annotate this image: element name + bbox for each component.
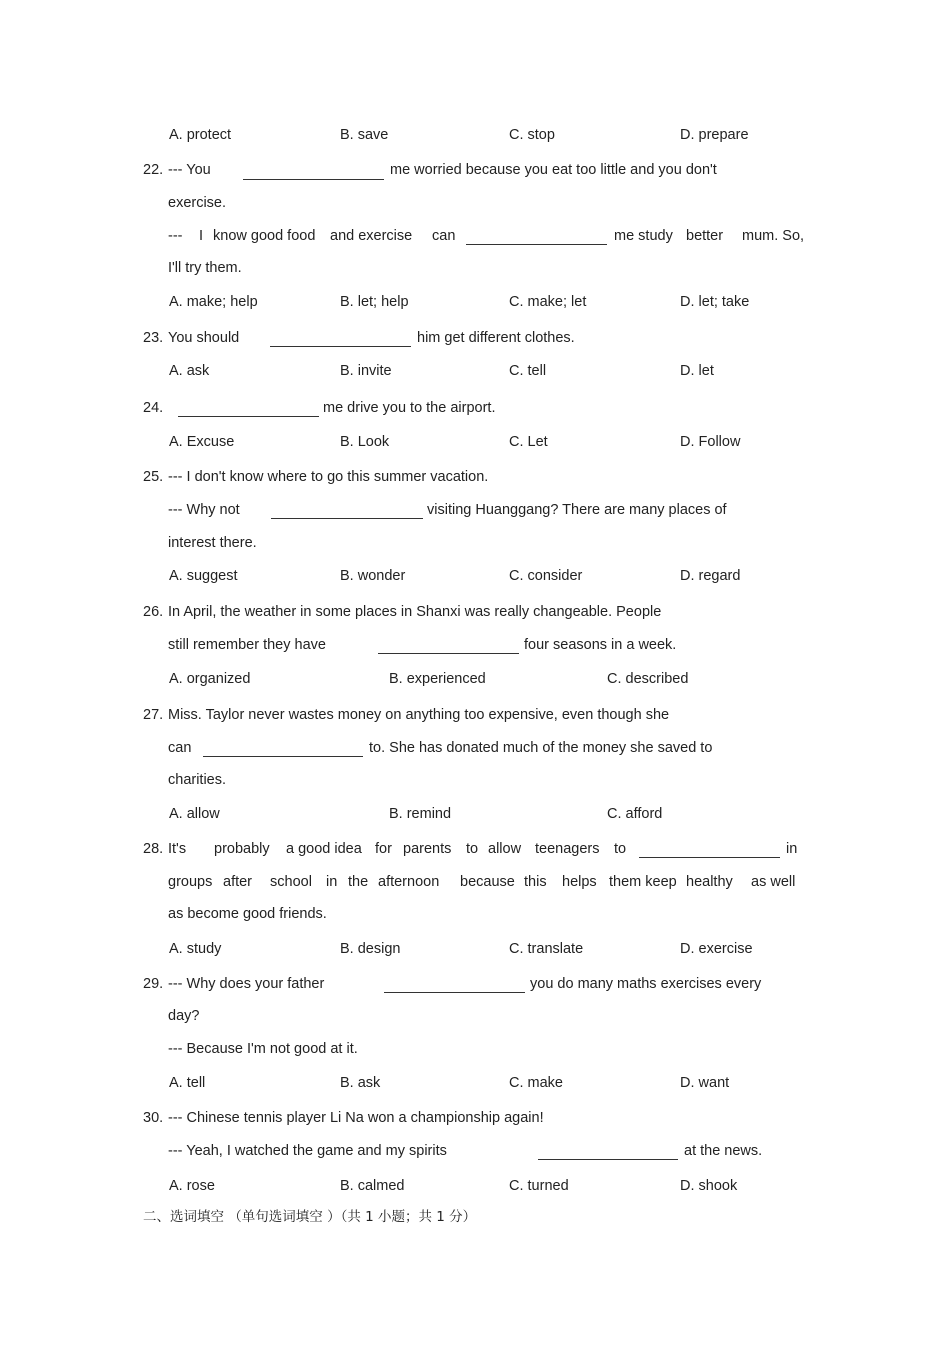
q28-word: this xyxy=(524,874,547,890)
q28-word: after xyxy=(223,874,253,890)
q28-line1-end: in xyxy=(786,841,798,857)
q29-blank xyxy=(384,992,525,993)
q23-blank xyxy=(270,346,411,347)
q27-line1: Miss. Taylor never wastes money on anything too expensive, even though she xyxy=(168,707,670,723)
q22-line4: I'll try them. xyxy=(168,260,242,276)
q23-option-b: B. invite xyxy=(340,363,392,379)
q22-line3-exercise: and exercise xyxy=(330,228,413,244)
q22-option-a: A. make; help xyxy=(169,294,258,310)
q28-word: as well xyxy=(751,874,796,890)
q22-line1-end: me worried because you eat too little and you don't xyxy=(390,162,717,178)
q24-option-c: C. Let xyxy=(509,434,548,450)
q30-line1: --- Chinese tennis player Li Na won a championship again! xyxy=(168,1110,544,1126)
q29-number: 29. xyxy=(143,976,164,992)
q27-option-b: B. remind xyxy=(389,806,452,822)
section-2-heading: 二、选词填空 （单句选词填空 ）（共 1 小题；共 1 分） xyxy=(143,1209,477,1225)
q28-word: them keep xyxy=(609,874,677,890)
q28-word: healthy xyxy=(686,874,733,890)
q28-word: the xyxy=(348,874,369,890)
q22-option-c: C. make; let xyxy=(509,294,587,310)
q28-word: to xyxy=(614,841,627,857)
q28-word: parents xyxy=(403,841,452,857)
q28-option-d: D. exercise xyxy=(680,941,753,957)
q30-option-a: A. rose xyxy=(169,1178,215,1194)
q24-option-a: A. Excuse xyxy=(169,434,235,450)
q26-option-b: B. experienced xyxy=(389,671,486,687)
q28-word: because xyxy=(460,874,515,890)
q29-line1-start: --- Why does your father xyxy=(168,976,325,992)
q28-blank xyxy=(639,857,780,858)
q28-number: 28. xyxy=(143,841,164,857)
q30-option-c: C. turned xyxy=(509,1178,569,1194)
q28-option-c: C. translate xyxy=(509,941,584,957)
q25-line2-end: visiting Huanggang? There are many places of xyxy=(427,502,727,518)
q27-option-c: C. afford xyxy=(607,806,663,822)
q25-line2-start: --- Why not xyxy=(168,502,240,518)
q23-option-d: D. let xyxy=(680,363,714,379)
q27-number: 27. xyxy=(143,707,164,723)
q30-line2-end: at the news. xyxy=(684,1143,763,1159)
q22-number: 22. xyxy=(143,162,164,178)
q26-line1: In April, the weather in some places in Shanxi was really changeable. People xyxy=(168,604,662,620)
q25-blank xyxy=(271,518,423,519)
q23-option-a: A. ask xyxy=(169,363,210,379)
q29-option-d: D. want xyxy=(680,1075,730,1091)
q22-blank-1 xyxy=(243,179,384,180)
q24-number: 24. xyxy=(143,400,164,416)
q30-blank xyxy=(538,1159,678,1160)
q21-option-b: B. save xyxy=(340,127,389,143)
q28-word: afternoon xyxy=(378,874,440,890)
q28-word: to xyxy=(466,841,479,857)
q28-word: in xyxy=(326,874,338,890)
q28-option-b: B. design xyxy=(340,941,401,957)
q28-word: for xyxy=(375,841,392,857)
q22-line3-can: can xyxy=(432,228,456,244)
q29-option-c: C. make xyxy=(509,1075,563,1091)
q24-line1-end: me drive you to the airport. xyxy=(323,400,496,416)
q28-line3: as become good friends. xyxy=(168,906,327,922)
q28-word: a good idea xyxy=(286,841,362,857)
q25-option-d: D. regard xyxy=(680,568,741,584)
q26-blank xyxy=(378,653,519,654)
q24-option-b: B. Look xyxy=(340,434,390,450)
q21-option-c: C. stop xyxy=(509,127,555,143)
q22-line3-better: better xyxy=(686,228,724,244)
q22-line3-study: me study xyxy=(614,228,673,244)
q26-option-a: A. organized xyxy=(169,671,251,687)
q21-option-d: D. prepare xyxy=(680,127,749,143)
q22-line3-i: I xyxy=(199,228,204,244)
q26-line2-end: four seasons in a week. xyxy=(524,637,677,653)
q23-line1-end: him get different clothes. xyxy=(417,330,575,346)
q25-line1: --- I don't know where to go this summer vacation. xyxy=(168,469,489,485)
q27-line3: charities. xyxy=(168,772,227,788)
q22-blank-2 xyxy=(466,244,607,245)
q23-option-c: C. tell xyxy=(509,363,547,379)
q22-option-d: D. let; take xyxy=(680,294,750,310)
q27-blank xyxy=(203,756,363,757)
q21-option-a: A. protect xyxy=(169,127,232,143)
q22-line3-food: know good food xyxy=(213,228,316,244)
q22-option-b: B. let; help xyxy=(340,294,409,310)
q22-line3-mum: mum. So, xyxy=(742,228,805,244)
q30-number: 30. xyxy=(143,1110,164,1126)
q22-line1-start: --- You xyxy=(168,162,211,178)
q28-word: school xyxy=(270,874,312,890)
q22-line3-dash: --- xyxy=(168,228,183,244)
q29-line3: --- Because I'm not good at it. xyxy=(168,1041,358,1057)
q28-word: probably xyxy=(214,841,270,857)
q26-number: 26. xyxy=(143,604,164,620)
q28-word: teenagers xyxy=(535,841,600,857)
q23-number: 23. xyxy=(143,330,164,346)
q24-blank xyxy=(178,416,319,417)
q27-option-a: A. allow xyxy=(169,806,220,822)
q27-line2-start: can xyxy=(168,740,192,756)
q25-line3: interest there. xyxy=(168,535,257,551)
q29-option-a: A. tell xyxy=(169,1075,206,1091)
q28-word: helps xyxy=(562,874,597,890)
q29-option-b: B. ask xyxy=(340,1075,381,1091)
q28-word: allow xyxy=(488,841,522,857)
q26-option-c: C. described xyxy=(607,671,689,687)
q25-option-a: A. suggest xyxy=(169,568,238,584)
q28-option-a: A. study xyxy=(169,941,222,957)
q26-line2-start: still remember they have xyxy=(168,637,326,653)
q22-line2: exercise. xyxy=(168,195,227,211)
q28-word: It's xyxy=(168,841,187,857)
q25-option-c: C. consider xyxy=(509,568,583,584)
q23-line1-start: You should xyxy=(168,330,240,346)
q30-option-d: D. shook xyxy=(680,1178,738,1194)
q25-option-b: B. wonder xyxy=(340,568,406,584)
q24-option-d: D. Follow xyxy=(680,434,741,450)
q25-number: 25. xyxy=(143,469,164,485)
q30-line2-start: --- Yeah, I watched the game and my spirits xyxy=(168,1143,447,1159)
q27-line2-end: to. She has donated much of the money she saved to xyxy=(369,740,713,756)
q29-line1-end: you do many maths exercises every xyxy=(530,976,762,992)
q30-option-b: B. calmed xyxy=(340,1178,405,1194)
q28-word: groups xyxy=(168,874,213,890)
q29-line2: day? xyxy=(168,1008,200,1024)
